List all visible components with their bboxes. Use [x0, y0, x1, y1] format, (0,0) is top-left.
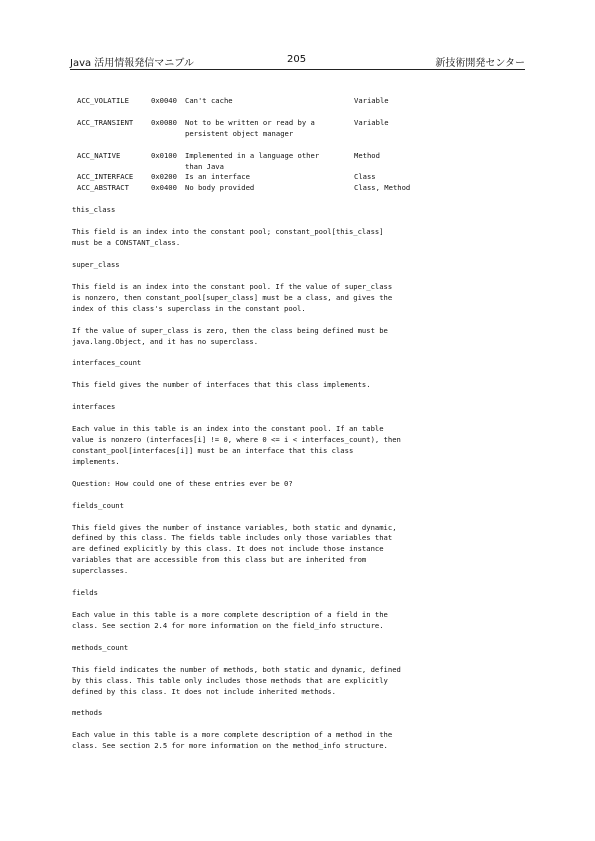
super-class-description: This field is an index into the constant pool. If the value of super_class is nonzero, then constant_pool[super_class] must be a class, and gives the index of this class's superclass in the constant pool.	[72, 281, 393, 313]
term-methods-count: methods_count	[72, 642, 129, 652]
term-interfaces-count: interfaces_count	[72, 358, 142, 368]
methods-count-description: This field indicates the number of methods, both static and dynamic, defined by this class. This table only includes those methods that are explicitly defined by this class. It does not include inherited methods.	[72, 664, 401, 696]
this-class-description: This field is an index into the constant pool; constant_pool[this_class] must be a CONSTANT_class.	[72, 227, 384, 248]
spacer	[72, 577, 512, 588]
spacer	[72, 140, 512, 151]
flag-value: 0x0040	[151, 96, 177, 105]
flag-row	[72, 183, 512, 194]
spacer	[72, 369, 512, 380]
interfaces-count-description: This field gives the number of interfaces that this class implements.	[72, 380, 371, 390]
document-body	[72, 96, 512, 752]
flag-value: 0x0200	[151, 172, 177, 182]
spacer	[72, 468, 512, 479]
header-rule	[70, 69, 525, 70]
term-interfaces: interfaces	[72, 402, 116, 412]
spacer	[72, 391, 512, 402]
methods-description: Each value in this table is a more complete description of a method in the class. See section 2.5 for more information on the method_info structure.	[72, 730, 393, 751]
flag-applies-to: Variable	[354, 96, 389, 105]
flag-description: Not to be written or read by a persistent object manager	[185, 117, 315, 138]
term-methods: methods	[72, 708, 103, 718]
spacer	[72, 512, 512, 523]
spacer	[72, 599, 512, 610]
spacer	[72, 347, 512, 358]
header-title: Java 活用情報発信マニブル	[70, 58, 194, 69]
spacer	[72, 654, 512, 665]
spacer	[72, 107, 512, 118]
flag-name: ACC_NATIVE	[77, 150, 121, 160]
flag-description: No body provided	[185, 183, 255, 193]
flag-value: 0x0100	[151, 150, 177, 160]
spacer	[72, 271, 512, 282]
flag-row	[72, 172, 512, 183]
spacer	[72, 249, 512, 260]
flag-name: ACC_ABSTRACT	[77, 183, 129, 193]
flag-applies-to: Class	[354, 172, 376, 182]
flag-name: ACC_TRANSIENT	[77, 117, 134, 127]
flag-value: 0x0080	[151, 117, 177, 127]
flag-applies-to: Variable	[354, 117, 389, 127]
flag-applies-to: Class, Method	[354, 183, 411, 193]
fields-description: Each value in this table is a more complete description of a field in the class. See section 2.4 for more information on the field_info structure.	[72, 610, 388, 630]
flag-description: Implemented in a language other than Java	[185, 150, 320, 171]
flag-row	[72, 151, 512, 173]
spacer	[72, 413, 512, 424]
interfaces-description: Each value in this table is an index into the constant pool. If an table value is nonzero (interfaces[i] != 0, where 0 <= i < interfaces_count), then constant_pool[interfaces[i]] must be an interface that this class implements.	[72, 424, 401, 466]
question-text: Question: How could one of these entries ever be 0?	[72, 478, 293, 488]
flag-row	[72, 96, 512, 107]
term-fields-count: fields_count	[72, 500, 124, 510]
spacer	[72, 315, 512, 326]
flag-applies-to: Method	[354, 150, 380, 160]
flag-description: Can't cache	[185, 96, 233, 105]
term-fields: fields	[72, 588, 98, 598]
super-class-description-zero: If the value of super_class is zero, then the class being defined must be java.lang.Object, and it has no superclass.	[72, 325, 388, 346]
spacer	[72, 719, 512, 730]
spacer	[72, 490, 512, 501]
spacer	[72, 216, 512, 227]
spacer	[72, 194, 512, 205]
spacer	[72, 632, 512, 643]
flag-name: ACC_INTERFACE	[77, 172, 134, 182]
flag-value: 0x0400	[151, 183, 177, 193]
page-header	[70, 54, 525, 70]
term-this-class: this_class	[72, 205, 116, 215]
fields-count-description: This field gives the number of instance variables, both static and dynamic, defined by this class. The fields table includes only those variables that are defined explicitly by this class. It does not include those instance variables that are accessible from this class but are inherited from superclasses.	[72, 522, 397, 576]
flag-row	[72, 118, 512, 140]
flag-name: ACC_VOLATILE	[77, 96, 129, 105]
term-super-class: super_class	[72, 259, 120, 269]
spacer	[72, 697, 512, 708]
page-number: 205	[287, 54, 307, 65]
flag-description: Is an interface	[185, 172, 250, 182]
header-organization: 新技術開発センター	[435, 58, 525, 69]
